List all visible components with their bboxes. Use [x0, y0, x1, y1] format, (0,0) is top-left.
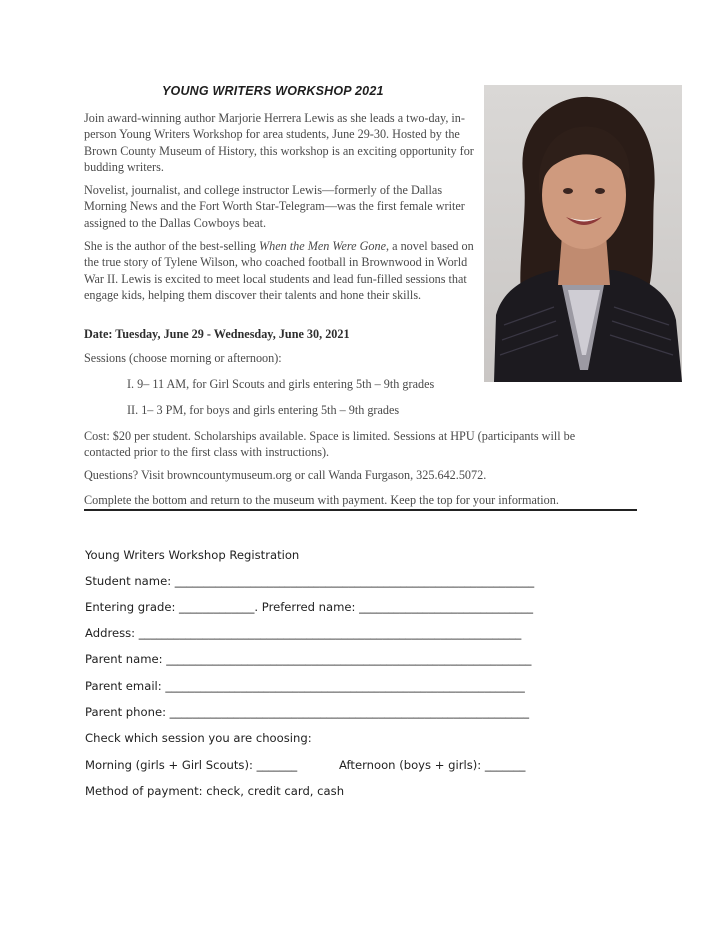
student-name-field[interactable]: Student name: ______________________________________________________________: [85, 574, 535, 588]
workshop-title: YOUNG WRITERS WORKSHOP 2021: [162, 84, 384, 98]
sessions-label: Sessions (choose morning or afternoon):: [84, 351, 282, 365]
parent-name-field[interactable]: Parent name: _______________________________________________________________: [85, 652, 532, 666]
return-instructions: Complete the bottom and return to the museum with payment. Keep the top for your information.: [84, 493, 559, 507]
workshop-date: Date: Tuesday, June 29 - Wednesday, June 30, 2021: [84, 327, 350, 341]
session-choice-label: Check which session you are choosing:: [85, 731, 312, 745]
session-morning-info: I. 9– 11 AM, for Girl Scouts and girls entering 5th – 9th grades: [127, 377, 435, 391]
afternoon-session-field[interactable]: Afternoon (boys + girls): _______: [339, 758, 526, 772]
questions-info: Questions? Visit browncountymuseum.org or call Wanda Furgason, 325.642.5072.: [84, 468, 487, 482]
section-divider: [84, 509, 637, 511]
parent-phone-field[interactable]: Parent phone: ______________________________________________________________: [85, 705, 530, 719]
cost-info: Cost: $20 per student. Scholarships available. Space is limited. Sessions at HPU (participants will be contacted prior to the first class with instructions).: [84, 429, 576, 460]
grade-and-preferred-name-field[interactable]: Entering grade: _____________. Preferred name: ______________________________: [85, 600, 534, 614]
parent-email-field[interactable]: Parent email: ______________________________________________________________: [85, 679, 525, 693]
intro-paragraph: Join award-winning author Marjorie Herrera Lewis as she leads a two-day, in-person Young Writers Workshop for area students, June 29-30. Hosted by the Brown County Museum of History, this workshop is an exciting opportunity for budding writers.: [84, 111, 474, 175]
registration-form-title: Young Writers Workshop Registration: [85, 548, 300, 562]
morning-session-field[interactable]: Morning (girls + Girl Scouts): _______: [85, 758, 298, 772]
book-title: When the Men Were Gone: [259, 239, 387, 253]
book-text-before: She is the author of the best-selling: [84, 239, 259, 253]
payment-method-label: Method of payment: check, credit card, cash: [85, 784, 345, 798]
session-afternoon-info: II. 1– 3 PM, for boys and girls entering 5th – 9th grades: [127, 403, 400, 417]
address-field[interactable]: Address: __________________________________________________________________: [85, 626, 522, 640]
author-portrait-illustration: [484, 85, 682, 382]
bio-paragraph: Novelist, journalist, and college instructor Lewis—formerly of the Dallas Morning News and the Fort Worth Star-Telegram—was the first female writer assigned to the Dallas Cowboys beat.: [84, 183, 465, 230]
book-paragraph: [84, 238, 476, 304]
book-text-after: , a novel based on the true story of Tylene Wilson, who coached football in Brownwood in World War II. Lewis is excited to meet local students and lead fun-filled sessions that engage kids, helping them discover their talents and hone their skills.: [84, 239, 474, 303]
author-photo: [484, 85, 682, 382]
